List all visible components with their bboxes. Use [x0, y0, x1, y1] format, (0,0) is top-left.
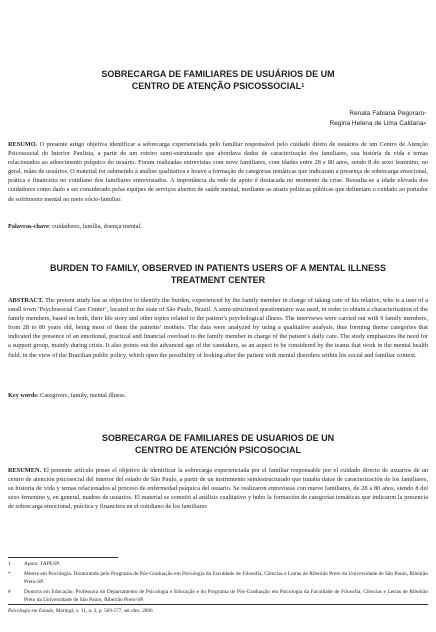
keywords-heading: Palavras-chave	[8, 223, 49, 230]
author-1	[330, 109, 426, 119]
journal-details: , Maringá, v. 11, n. 3, p. 569-577, set./dez. 2006	[53, 608, 153, 614]
journal-name: Psicologia em Estudo	[8, 608, 54, 614]
author-name: Renata Fabiana Pegoraro	[349, 110, 425, 117]
footnote-marker: 1	[8, 561, 11, 567]
footnote	[8, 570, 428, 586]
author-marker: #	[423, 121, 426, 126]
footnote-list	[8, 560, 428, 606]
english-title	[20, 262, 416, 286]
keywords-text: : cuidadores, família, doença mental.	[48, 223, 142, 230]
spanish-title-line2: CENTRO DE ATENCIÓN PSICOSOCIAL	[134, 445, 301, 455]
abstract-text: El presente artículo posee el objetivo de identificar la sobrecarga experienciada por el familiar responsable por el cuidado directo de usuarios de un centro de atención psicosocial del interior del estado de São Paulo, a partir de un instrumento semiestructurado que trataba datos de caracterización de los familiares, su historia de vida y temas relacionados al proceso de enfermedad psíquica del usuario. Se realizaron entrevistas con nueve familiares, de 28 a 80 años, siendo 8 del sexo femenino y, en general, madres de usuarios. El material se sometió al análisis cualitativo y hubo la formación de categorías temáticas que indicaron la presencia de sobrecarga emocional, práctica y financiera en el cotidiano de los familiares	[8, 467, 428, 511]
abstract-text: O presente artigo objetiva identificar a sobrecarga experienciada pelo familiar responsável pelo cuidado direto de usuários de um Centro de Atenção Psicossocial do Interior Paulista, a partir de um roteiro semi-estruturado que abordava dados de caracterização dos familiares, sua história de vida e temas relacionados ao adoecimento psíquico do usuário. Foram realizadas entrevistas com nove familiares, com idades entre 28 e 80 anos, sendo 8 do sexo feminino, no geral, mães de usuários. O material foi submetido à análise qualitativa e houve a formação de categorias temáticas que indicaram a presença de sobrecarga emocional, prática e financeira no cotidiano dos familiares entrevistados. A importância da rede de apoio é destacada no momento da crise. Ressalta-se a idade elevada dos cuidadores como dado a ser considerado pelas equipes de serviços abertos de saúde mental, mediante as atuais políticas públicas que delineiam o cuidado ao portador de sofrimento mental no meio sócio-familiar.	[8, 141, 429, 203]
title-footnote-marker: 1	[301, 83, 305, 89]
footnote-text: Apoio: FAPESP.	[24, 561, 60, 567]
english-keywords	[8, 391, 428, 400]
portuguese-title	[60, 68, 376, 92]
abstract-text: The present study has as objective to identify the burden, experienced by the family member in charge of taking care of his relative, who is a user of a small town ‘Psychosocial Care Center’, located in the state of São Paulo, Brazil. A semi-structured questionnaire was used, in order to obtain a characterization of the family members, based on both, their life story and other topics related to the patient’s psychological illness. The interviews were carried out with 9 family members, from 28 to 80 years old, being most of them the patients’ mothers. The data were analyzed by using a qualitative analysis, thus forming theme categories that indicated the presence of an emotional, practical and financial overload to the family member in charge of the patient’s daily care. The study emphasizes the need for a support group, mainly during crisis. It also points out the advanced age of the caretakers, as an aspect to be considered by the teams that work in the mental health field, in the view of the Brazilian public policy, which open the possibility of looking after the patient with mental disorders within his social and familiar context.	[8, 297, 428, 359]
english-title-line1: BURDEN TO FAMILY, OBSERVED IN PATIENTS USERS OF A MENTAL ILLNESS	[49, 263, 387, 273]
english-abstract	[8, 296, 428, 360]
author-2	[330, 119, 426, 129]
footnote-divider	[8, 557, 118, 558]
author-name: Regina Helena de Lima Caldana	[329, 120, 424, 127]
footnote	[8, 560, 428, 568]
spanish-abstract	[8, 466, 428, 511]
portuguese-keywords	[8, 222, 428, 231]
keywords-heading: Key words	[8, 392, 37, 399]
abstract-heading: RESUMEN.	[8, 467, 42, 474]
portuguese-title-line2: CENTRO DE ATENÇÃO PSICOSSOCIAL	[131, 81, 302, 91]
abstract-heading: ABSTRACT.	[8, 297, 44, 304]
keywords-text: : Caregivers, family, mental illness.	[36, 392, 127, 399]
footnote-text: Mestre em Psicologia. Doutoranda pelo Programa de Pós-Graduação em Psicologia da Faculdade de Filosofia, Ciências e Letras de Ribeirão Preto da Universidade de São Paulo, Ribeirão Preto-SP.	[24, 570, 428, 585]
spanish-title-line1: SOBRECARGA DE FAMILIARES DE USUARIOS DE UN	[101, 433, 335, 443]
english-title-line2: TREATMENT CENTER	[170, 275, 266, 285]
footnote-marker: #	[8, 588, 11, 595]
portuguese-abstract	[8, 140, 428, 204]
journal-footer	[8, 608, 153, 615]
author-list	[330, 109, 426, 129]
portuguese-title-line1: SOBRECARGA DE FAMILIARES DE USUÁRIOS DE UM	[101, 69, 335, 79]
author-marker: *	[424, 111, 426, 116]
abstract-heading: RESUMO.	[8, 141, 38, 148]
footer-divider	[8, 604, 428, 605]
spanish-title	[60, 432, 376, 456]
footnote-marker: *	[8, 570, 11, 577]
footnote	[8, 588, 428, 604]
footnote-text: Doutora em Educação. Professora do Departamento de Psicologia e Educação e do Programa de Pós-Graduação em Psicologia da Faculdade de Filosofia, Ciências e Letras de Ribeirão Preto da Universidade de São Paulo, Ribeirão Preto-SP.	[24, 588, 428, 603]
